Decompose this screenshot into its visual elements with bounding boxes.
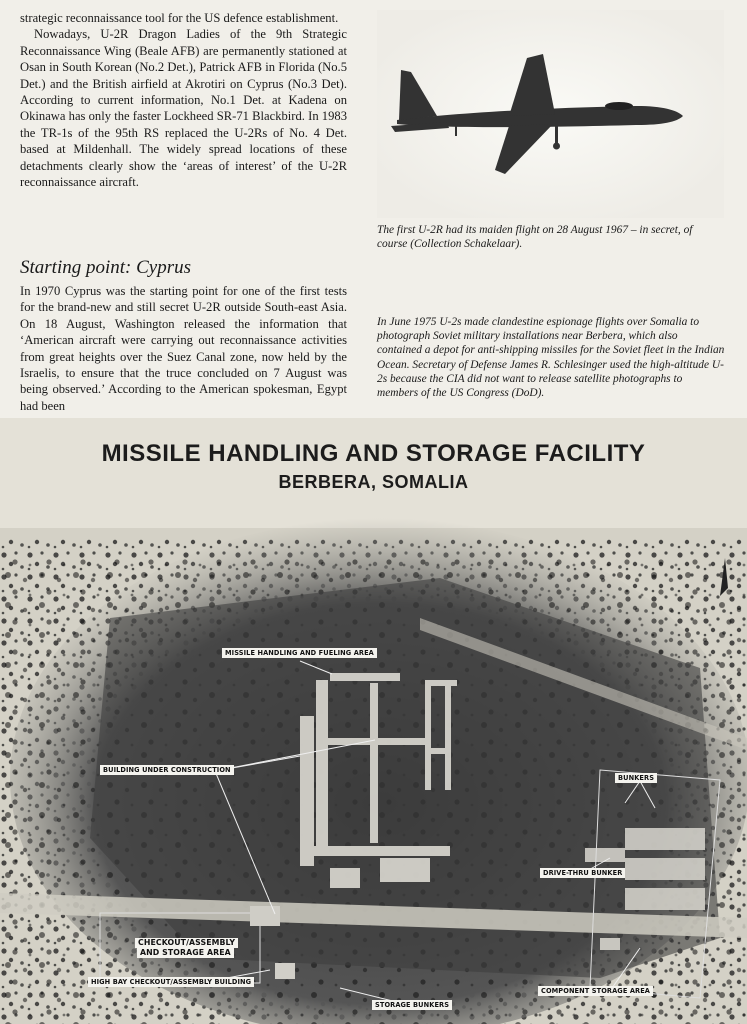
article-column-bottom [20, 283, 347, 414]
map-subtitle: BERBERA, SOMALIA [278, 472, 469, 492]
aerial-terrain-graphic [0, 418, 747, 1024]
label-component-storage-area: COMPONENT STORAGE AREA [538, 986, 653, 996]
berbera-caption: In June 1975 U-2s made clandestine espionage flights over Somalia to photograph Soviet military installations near Berbera, which also contained a depot for anti-shipping missiles for the Soviet fleet in the Indian Ocean. Secretary of Defense James R. Schlesinger used the high-altitude U-2s because the CIA did not want to release satellite photographs to members of the US Congress (DoD). [377, 316, 725, 400]
label-drive-thru-bunker: DRIVE-THRU BUNKER [540, 868, 625, 878]
u2r-aircraft-photo [377, 10, 724, 218]
article-column-top [20, 10, 347, 190]
section-heading: Starting point: Cyprus [20, 257, 192, 278]
label-checkout-storage-area: AND STORAGE AREA [137, 948, 234, 958]
label-bunkers: BUNKERS [615, 773, 657, 783]
label-high-bay-building: HIGH BAY CHECKOUT/ASSEMBLY BUILDING [88, 977, 254, 987]
label-storage-bunkers: STORAGE BUNKERS [372, 1000, 452, 1010]
label-building-under-construction: BUILDING UNDER CONSTRUCTION [100, 765, 234, 775]
article-paragraph-3: In 1970 Cyprus was the starting point for one of the first tests for the brand-new and still secret U-2R outside South-east Asia. On 18 August, Washington released the information that ‘American aircraft were carrying out reconnaissance activities from great heights over the Suez Canal zone, now held by the Israelis, to ensure that the truce concluded on 7 August was being observed.’ According to the American spokesman, Egypt had been [20, 284, 347, 413]
photo-caption: The first U-2R had its maiden flight on 28 August 1967 – in secret, of course (Collection Schakelaar). [377, 224, 693, 251]
article-paragraph-2: Nowadays, U-2R Dragon Ladies of the 9th Strategic Reconnaissance Wing (Beale AFB) are permanently stationed at Osan in South Korean (No.2 Det.), Patrick AFB in Florida (No.5 Det.) and the British airfield at Akrotiri on Cyprus (No.3 Det). According to current information, No.1 Det. at Kadena on Okinawa has only the faster Lockheed SR-71 Blackbird. In 1983 the TR-1s of the 95th RS replaced the U-2Rs of No. 4 Det. based at Mildenhall. The widely spread locations of these detachments clearly show the ‘areas of interest’ of the U-2R reconnaissance aircraft. [20, 27, 347, 190]
article-paragraph-1: strategic reconnaissance tool for the US defence establishment. [20, 11, 339, 25]
aircraft-silhouette-icon [377, 10, 724, 218]
label-checkout-assembly: CHECKOUT/ASSEMBLY [135, 938, 238, 948]
berbera-reconnaissance-photo [0, 418, 747, 1024]
map-title: MISSILE HANDLING AND STORAGE FACILITY [101, 440, 646, 467]
label-fueling-area: MISSILE HANDLING AND FUELING AREA [222, 648, 377, 658]
